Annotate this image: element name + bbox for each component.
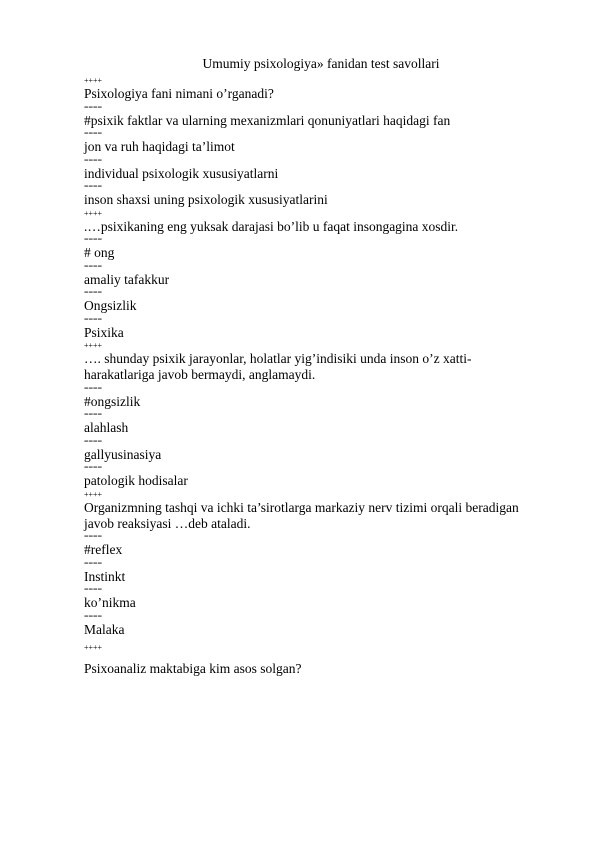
text-line-continued: javob reaksiyasi …deb ataladi. — [84, 515, 251, 531]
text-line: #psixik faktlar va ularning mexanizmlari qonuniyatlari haqidagi fan — [84, 112, 451, 128]
answer-separator: ==== — [84, 155, 103, 165]
answer-separator: ==== — [84, 585, 103, 594]
text-line: inson shaxsi uning psixologik xususiyatlarini — [84, 192, 328, 207]
text-line: amaliy tafakkur — [84, 271, 170, 287]
text-line: Malaka — [84, 621, 125, 637]
answer-separator: ==== — [84, 410, 103, 419]
text-line: …. shunday psixik jarayonlar, holatlar yig’indisiki unda inson o’z xatti- — [84, 351, 472, 366]
question-separator: ++++ — [84, 489, 103, 499]
document-title: Umumiy psixologiya» fanidan test savollari — [202, 56, 440, 71]
text-line: .…psixikaning eng yuksak darajasi bo’lib u faqat insongagina xosdir. — [84, 218, 459, 234]
text-line: jon va ruh haqidagi ta’limot — [84, 139, 235, 154]
answer-separator: ==== — [84, 129, 103, 138]
question-separator: ++++ — [84, 341, 103, 350]
text-line: # ong — [84, 245, 115, 260]
answer-separator: ==== — [84, 314, 103, 324]
answer-separator: ==== — [84, 463, 103, 472]
text-line: #ongsizlik — [84, 393, 141, 409]
answer-separator: ==== — [84, 532, 103, 541]
answer-separator: ==== — [84, 182, 103, 191]
question-separator: ++++ — [84, 76, 103, 85]
text-line: #reflex — [84, 542, 123, 557]
document-body — [84, 77, 554, 678]
text-line: individual psixologik xususiyatlarni — [84, 165, 279, 181]
text-line: patologik hodisalar — [84, 473, 188, 488]
answer-separator: ==== — [84, 235, 103, 244]
answer-separator: ==== — [84, 261, 103, 271]
answer-separator: ==== — [84, 383, 103, 393]
text-line: Ongsizlik — [84, 298, 137, 313]
text-line: gallyusinasiya — [84, 446, 162, 462]
text-line: alahlash — [84, 420, 129, 435]
answer-separator: ==== — [84, 558, 103, 568]
text-line: Instinkt — [84, 568, 126, 584]
answer-separator: ==== — [84, 436, 103, 446]
answer-separator: ==== — [84, 611, 103, 621]
text-line: Psixika — [84, 324, 124, 340]
text-line: ko’nikma — [84, 595, 136, 610]
text-line: Psixologiya fani nimani o’rganadi? — [84, 86, 274, 101]
text-line-continued: harakatlariga javob bermaydi, anglamaydi. — [84, 367, 316, 382]
answer-separator: ==== — [84, 102, 103, 112]
answer-separator: ==== — [84, 288, 103, 297]
text-line: Organizmning tashqi va ichki ta’sirotlarga markaziy nerv tizimi orqali beradigan — [84, 499, 519, 515]
question-separator: ++++ — [84, 208, 103, 218]
question-separator: ++++ — [84, 642, 103, 652]
text-line: Psixoanaliz maktabiga kim asos solgan? — [84, 660, 302, 676]
